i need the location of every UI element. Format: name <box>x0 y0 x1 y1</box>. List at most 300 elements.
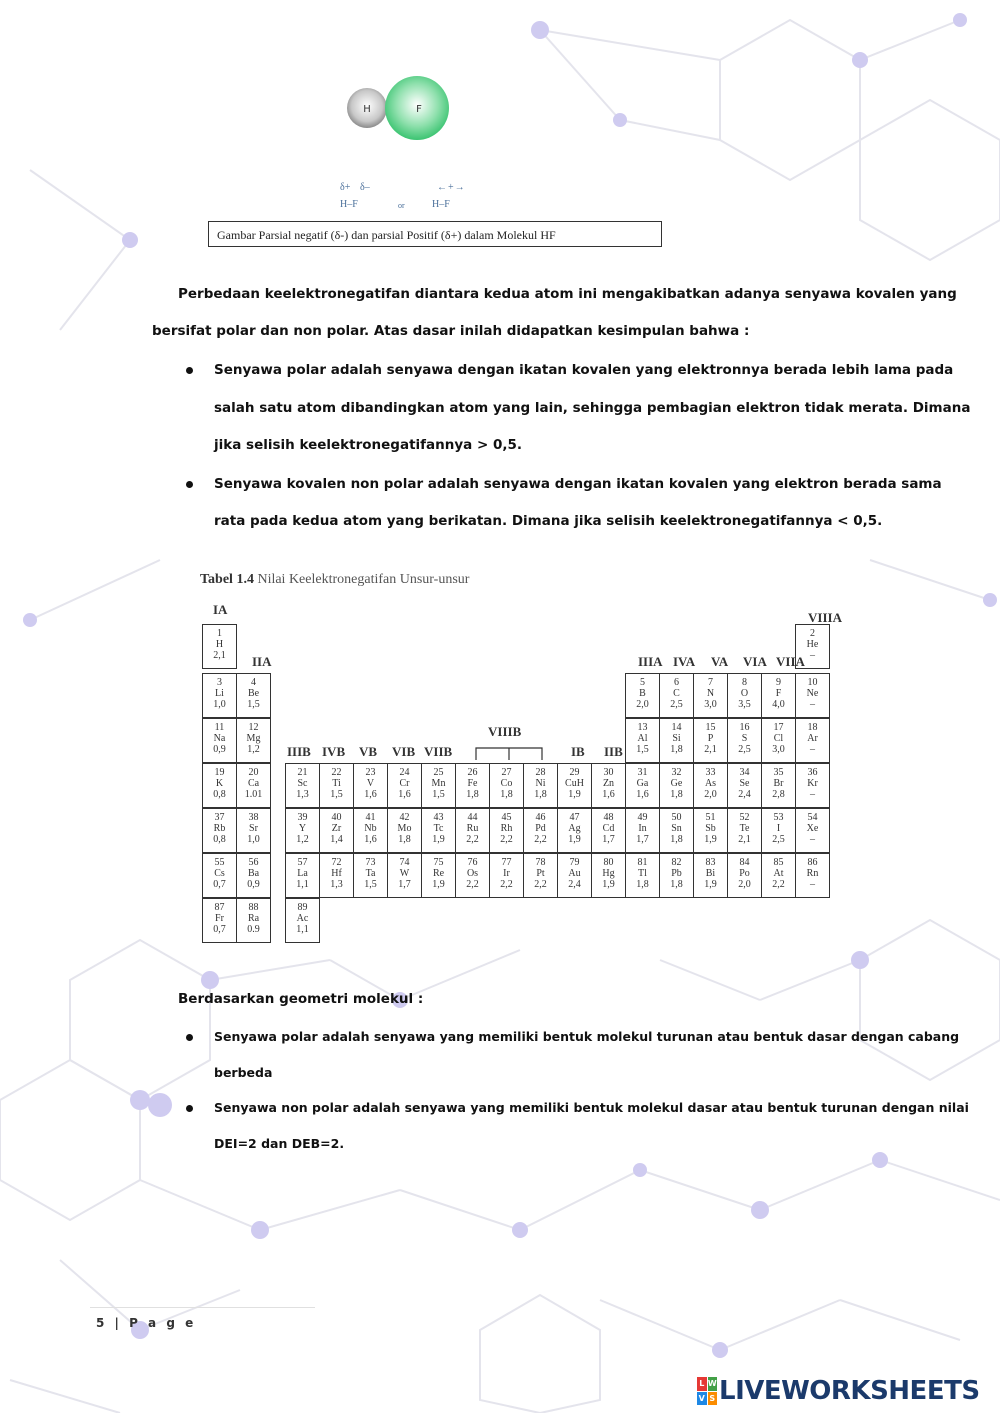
atomic-number: 7 <box>708 677 713 688</box>
element-cell <box>353 763 388 808</box>
electronegativity-value: 1,9 <box>602 879 615 890</box>
element-symbol: Be <box>247 688 260 699</box>
element-symbol: Zn <box>602 778 615 789</box>
electronegativity-value: 2,0 <box>738 879 751 890</box>
element-cell <box>202 853 237 898</box>
atomic-number: 74 <box>399 857 410 868</box>
element-symbol: B <box>639 688 646 699</box>
element-symbol: Se <box>739 778 750 789</box>
element-cell <box>727 673 762 718</box>
atomic-number: 23 <box>365 767 376 778</box>
element-cell <box>761 853 796 898</box>
element-symbol: Zr <box>331 823 342 834</box>
bullet-line: Senyawa polar adalah senyawa dengan ikatan kovalen yang elektronnya berada lebih lama pada <box>214 362 954 378</box>
element-symbol: Fr <box>215 913 224 924</box>
element-cell <box>489 853 524 898</box>
or-label: or <box>398 201 405 210</box>
element-symbol: At <box>773 868 784 879</box>
element-cell <box>795 853 830 898</box>
atomic-number: 27 <box>501 767 512 778</box>
element-symbol: Pt <box>536 868 545 879</box>
electronegativity-value: – <box>810 699 815 710</box>
element-symbol: Fe <box>467 778 478 789</box>
bullet-line: DEI=2 dan DEB=2. <box>214 1136 345 1151</box>
element-symbol: Ge <box>670 778 683 789</box>
atomic-number: 34 <box>739 767 750 778</box>
atomic-number: 29 <box>569 767 580 778</box>
group-label: IIB <box>604 744 623 759</box>
element-symbol: In <box>638 823 647 834</box>
atomic-number: 18 <box>807 722 818 733</box>
electronegativity-value: 2,8 <box>772 789 785 800</box>
element-cell <box>489 808 524 853</box>
element-symbol: Al <box>637 733 648 744</box>
logo-letter: S <box>708 1392 718 1406</box>
group-label: IA <box>213 602 228 617</box>
element-symbol: Mn <box>431 778 446 789</box>
atomic-number: 82 <box>671 857 682 868</box>
element-cell <box>455 853 490 898</box>
element-symbol: Hg <box>602 868 615 879</box>
atomic-number: 22 <box>331 767 342 778</box>
electronegativity-value: 1,0 <box>213 699 226 710</box>
element-symbol: Ni <box>535 778 546 789</box>
element-symbol: Co <box>500 778 513 789</box>
element-cell <box>659 763 694 808</box>
element-cell <box>693 673 728 718</box>
element-symbol: Kr <box>807 778 818 789</box>
element-cell <box>523 853 558 898</box>
atomic-number: 16 <box>739 722 750 733</box>
electronegativity-value: 1,8 <box>670 744 683 755</box>
bullet-icon <box>186 367 193 374</box>
atomic-number: 4 <box>251 677 256 688</box>
element-symbol: P <box>707 733 714 744</box>
liveworksheets-brand[interactable] <box>697 1375 980 1407</box>
electronegativity-value: – <box>810 834 815 845</box>
electronegativity-value: – <box>810 744 815 755</box>
element-symbol: K <box>215 778 224 789</box>
atomic-number: 81 <box>637 857 648 868</box>
hf-formula-right: H–F <box>432 199 450 210</box>
element-cell <box>693 808 728 853</box>
element-symbol: Rn <box>806 868 819 879</box>
electronegativity-value: 2,1 <box>738 834 751 845</box>
element-symbol: Sc <box>297 778 308 789</box>
group-label: IIIB <box>287 744 311 759</box>
atomic-number: 12 <box>248 722 259 733</box>
element-symbol: Ac <box>296 913 309 924</box>
atomic-number: 49 <box>637 812 648 823</box>
element-symbol: Cs <box>214 868 225 879</box>
electronegativity-value: 1,5 <box>330 789 343 800</box>
element-cell <box>236 718 271 763</box>
electronegativity-value: 1,5 <box>364 879 377 890</box>
atomic-number: 2 <box>810 628 815 639</box>
atomic-number: 76 <box>467 857 478 868</box>
electronegativity-value: 1,8 <box>670 834 683 845</box>
element-cell <box>727 808 762 853</box>
electronegativity-value: 2,0 <box>636 699 649 710</box>
element-symbol: Y <box>298 823 307 834</box>
element-symbol: Cl <box>773 733 784 744</box>
group-label: VIIA <box>776 654 805 669</box>
element-cell <box>285 763 320 808</box>
atomic-number: 15 <box>705 722 716 733</box>
atomic-number: 80 <box>603 857 614 868</box>
electronegativity-value: 0,9 <box>247 879 260 890</box>
bullet-icon <box>186 481 193 488</box>
electronegativity-value: 2,2 <box>500 879 513 890</box>
electronegativity-value: 1,8 <box>398 834 411 845</box>
atomic-number: 55 <box>214 857 225 868</box>
page-number: 5 | P a g e <box>96 1316 197 1330</box>
electronegativity-value: 2,2 <box>772 879 785 890</box>
atomic-number: 24 <box>399 767 410 778</box>
element-cell <box>285 853 320 898</box>
element-cell <box>727 853 762 898</box>
atomic-number: 5 <box>640 677 645 688</box>
electronegativity-value: 1,2 <box>296 834 309 845</box>
element-cell <box>202 808 237 853</box>
element-cell <box>202 673 237 718</box>
logo-letter: W <box>708 1377 718 1391</box>
element-symbol: Po <box>739 868 750 879</box>
electronegativity-value: 2,4 <box>568 879 581 890</box>
electronegativity-value: 2,2 <box>534 879 547 890</box>
atomic-number: 35 <box>773 767 784 778</box>
atomic-number: 42 <box>399 812 410 823</box>
electronegativity-value: 2,0 <box>704 789 717 800</box>
element-symbol: Cd <box>602 823 615 834</box>
electronegativity-value: 2,2 <box>500 834 513 845</box>
element-symbol: Ga <box>636 778 649 789</box>
electronegativity-value: 1,6 <box>364 789 377 800</box>
electronegativity-value: 2,4 <box>738 789 751 800</box>
electronegativity-value: 0,9 <box>213 744 226 755</box>
element-cell <box>795 763 830 808</box>
delta-minus-label: δ– <box>360 182 370 193</box>
delta-plus-label: δ+ <box>340 182 351 193</box>
figure-caption: Gambar Parsial negatif (δ-) dan parsial Positif (δ+) dalam Molekul HF <box>208 221 662 247</box>
element-cell <box>523 808 558 853</box>
atomic-number: 36 <box>807 767 818 778</box>
atomic-number: 8 <box>742 677 747 688</box>
electronegativity-value: 1,3 <box>296 789 309 800</box>
element-symbol: W <box>399 868 410 879</box>
element-symbol: Ra <box>247 913 260 924</box>
logo-letter: L <box>697 1377 707 1391</box>
element-symbol: S <box>741 733 748 744</box>
electronegativity-value: 1,1 <box>296 879 309 890</box>
element-cell <box>202 763 237 808</box>
atomic-number: 11 <box>214 722 225 733</box>
electronegativity-value: 2,5 <box>738 744 751 755</box>
atomic-number: 87 <box>214 902 225 913</box>
atomic-number: 85 <box>773 857 784 868</box>
electronegativity-value: 1,9 <box>432 834 445 845</box>
element-cell <box>387 763 422 808</box>
element-symbol: Ti <box>332 778 341 789</box>
element-cell <box>319 853 354 898</box>
atomic-number: 56 <box>248 857 259 868</box>
atomic-number: 83 <box>705 857 716 868</box>
element-cell <box>319 808 354 853</box>
electronegativity-value: 1.01 <box>244 789 263 800</box>
element-cell <box>421 763 456 808</box>
bullet-line: Senyawa non polar adalah senyawa yang memiliki bentuk molekul dasar atau bentuk turunan dengan nilai <box>214 1100 969 1115</box>
group-label: VIB <box>392 744 416 759</box>
element-cell <box>387 853 422 898</box>
atom-f-label: F <box>416 104 422 115</box>
element-cell <box>625 853 660 898</box>
element-symbol: Rb <box>213 823 226 834</box>
element-symbol: Sr <box>249 823 258 834</box>
group-label: VIIIB <box>488 724 522 739</box>
electronegativity-value: 1,6 <box>602 789 615 800</box>
atomic-number: 33 <box>705 767 716 778</box>
atomic-number: 47 <box>569 812 580 823</box>
element-cell <box>727 718 762 763</box>
element-cell <box>727 763 762 808</box>
atomic-number: 86 <box>807 857 818 868</box>
element-symbol: Tl <box>638 868 647 879</box>
element-symbol: Ta <box>365 868 376 879</box>
atomic-number: 52 <box>739 812 750 823</box>
element-cell <box>236 898 271 943</box>
electronegativity-value: 1,9 <box>568 834 581 845</box>
atomic-number: 31 <box>637 767 648 778</box>
atomic-number: 48 <box>603 812 614 823</box>
atomic-number: 9 <box>776 677 781 688</box>
electronegativity-value: 2,1 <box>213 650 226 661</box>
electronegativity-value: 0,7 <box>213 879 226 890</box>
atomic-number: 21 <box>297 767 308 778</box>
electronegativity-value: – <box>810 879 815 890</box>
electronegativity-value: 2,5 <box>670 699 683 710</box>
atomic-number: 57 <box>297 857 308 868</box>
hf-formula-left: H–F <box>340 199 358 210</box>
electronegativity-value: 1,0 <box>247 834 260 845</box>
element-cell <box>795 808 830 853</box>
atomic-number: 43 <box>433 812 444 823</box>
element-symbol: Mg <box>246 733 261 744</box>
electronegativity-value: 1,8 <box>466 789 479 800</box>
element-symbol: Hf <box>331 868 342 879</box>
atomic-number: 84 <box>739 857 750 868</box>
element-symbol: F <box>775 688 782 699</box>
bullet-line: berbeda <box>214 1065 273 1080</box>
group-label: VIA <box>743 654 767 669</box>
element-symbol: V <box>366 778 375 789</box>
group-label: IB <box>571 744 585 759</box>
electronegativity-value: 0,7 <box>213 924 226 935</box>
element-cell <box>455 808 490 853</box>
electronegativity-value: 1,6 <box>636 789 649 800</box>
electronegativity-value: 2,2 <box>466 834 479 845</box>
element-symbol: Sn <box>671 823 682 834</box>
element-cell <box>353 808 388 853</box>
element-symbol: Si <box>672 733 681 744</box>
bullet-line: jika selisih keelektronegatifannya > 0,5. <box>214 437 523 453</box>
electronegativity-value: 0.9 <box>247 924 260 935</box>
hf-molecule-illustration <box>335 70 465 150</box>
element-cell <box>591 853 626 898</box>
electronegativity-value: 1,9 <box>432 879 445 890</box>
element-cell <box>557 763 592 808</box>
electronegativity-value: 0,8 <box>213 789 226 800</box>
viiib-bracket <box>474 740 544 762</box>
element-cell <box>489 763 524 808</box>
atomic-number: 39 <box>297 812 308 823</box>
element-symbol: CuH <box>565 778 584 789</box>
atomic-number: 40 <box>331 812 342 823</box>
element-cell <box>285 898 320 943</box>
atomic-number: 75 <box>433 857 444 868</box>
group-label: IIIA <box>638 654 663 669</box>
element-symbol: Tc <box>433 823 444 834</box>
atomic-number: 19 <box>214 767 225 778</box>
element-symbol: Re <box>432 868 445 879</box>
electronegativity-value: 0,8 <box>213 834 226 845</box>
atomic-number: 6 <box>674 677 679 688</box>
footer-divider <box>90 1307 315 1308</box>
atomic-number: 41 <box>365 812 376 823</box>
electronegativity-value: 1,4 <box>330 834 343 845</box>
element-cell <box>761 763 796 808</box>
atomic-number: 88 <box>248 902 259 913</box>
element-symbol: Cr <box>399 778 410 789</box>
section-heading: Berdasarkan geometri molekul : <box>178 991 424 1007</box>
element-cell <box>659 808 694 853</box>
electronegativity-value: – <box>810 650 815 661</box>
element-symbol: Ba <box>247 868 260 879</box>
atomic-number: 45 <box>501 812 512 823</box>
atomic-number: 50 <box>671 812 682 823</box>
element-cell <box>557 808 592 853</box>
element-symbol: Ag <box>568 823 581 834</box>
electronegativity-value: 1,9 <box>704 834 717 845</box>
paragraph-line: Perbedaan keelektronegatifan diantara kedua atom ini mengakibatkan adanya senyawa kovalen yang <box>178 286 957 302</box>
electronegativity-value: 1,9 <box>704 879 717 890</box>
liveworksheets-logo-icon <box>697 1377 717 1405</box>
atomic-number: 51 <box>705 812 716 823</box>
element-cell <box>591 763 626 808</box>
element-cell <box>421 808 456 853</box>
electronegativity-value: 2,5 <box>772 834 785 845</box>
element-symbol: Li <box>215 688 224 699</box>
element-cell <box>353 853 388 898</box>
element-cell <box>285 808 320 853</box>
atom-h-label: H <box>363 104 371 115</box>
element-symbol: I <box>776 823 781 834</box>
element-cell <box>236 763 271 808</box>
element-cell <box>236 808 271 853</box>
electronegativity-value: 1,8 <box>670 789 683 800</box>
element-symbol: N <box>706 688 715 699</box>
electronegativity-value: 1,8 <box>534 789 547 800</box>
element-symbol: Bi <box>705 868 716 879</box>
electronegativity-value: 2,2 <box>466 879 479 890</box>
atomic-number: 30 <box>603 767 614 778</box>
element-cell <box>236 853 271 898</box>
electronegativity-value: 1,5 <box>432 789 445 800</box>
element-symbol: Ne <box>806 688 819 699</box>
element-cell <box>795 673 830 718</box>
element-symbol: Br <box>773 778 784 789</box>
group-label: VIIB <box>424 744 453 759</box>
electronegativity-value: 1,8 <box>636 879 649 890</box>
element-cell <box>455 763 490 808</box>
dipole-arrow-icon: ←+→ <box>437 182 466 193</box>
atomic-number: 32 <box>671 767 682 778</box>
bullet-line: salah satu atom dibandingkan atom yang lain, sehingga pembagian elektron tidak merata. Dimana <box>214 400 971 416</box>
electronegativity-value: 1,9 <box>568 789 581 800</box>
element-cell <box>523 763 558 808</box>
atomic-number: 1 <box>217 628 222 639</box>
element-symbol: Au <box>568 868 581 879</box>
atomic-number: 73 <box>365 857 376 868</box>
element-cell <box>421 853 456 898</box>
element-cell <box>202 718 237 763</box>
group-label: VIIIA <box>808 610 842 625</box>
electronegativity-value: 4,0 <box>772 699 785 710</box>
atomic-number: 20 <box>248 767 259 778</box>
element-symbol: Rh <box>500 823 513 834</box>
bullet-icon <box>186 1105 193 1112</box>
element-symbol: H <box>215 639 224 650</box>
brand-name: LIVEWORKSHEETS <box>719 1376 980 1406</box>
element-cell <box>659 718 694 763</box>
element-cell <box>659 853 694 898</box>
element-cell <box>625 763 660 808</box>
electronegativity-value: 1,8 <box>670 879 683 890</box>
element-symbol: Ir <box>503 868 510 879</box>
atomic-number: 78 <box>535 857 546 868</box>
element-symbol: Mo <box>397 823 412 834</box>
element-cell <box>236 673 271 718</box>
atomic-number: 54 <box>807 812 818 823</box>
paragraph-line: bersifat polar dan non polar. Atas dasar inilah didapatkan kesimpulan bahwa : <box>152 323 750 339</box>
element-cell <box>319 763 354 808</box>
element-symbol: Xe <box>806 823 819 834</box>
atomic-number: 89 <box>297 902 308 913</box>
element-cell <box>387 808 422 853</box>
element-symbol: As <box>704 778 717 789</box>
electronegativity-value: 1,5 <box>636 744 649 755</box>
element-cell <box>591 808 626 853</box>
element-cell <box>625 718 660 763</box>
group-label: VA <box>711 654 729 669</box>
element-cell <box>693 763 728 808</box>
atomic-number: 14 <box>671 722 682 733</box>
bullet-line: Senyawa kovalen non polar adalah senyawa dengan ikatan kovalen yang elektron berada sama <box>214 476 942 492</box>
atomic-number: 77 <box>501 857 512 868</box>
atomic-number: 10 <box>807 677 818 688</box>
atomic-number: 25 <box>433 767 444 778</box>
element-cell <box>693 853 728 898</box>
element-symbol: Ca <box>247 778 260 789</box>
element-cell <box>795 718 830 763</box>
atomic-number: 72 <box>331 857 342 868</box>
table-title: Tabel 1.4 Nilai Keelektronegatifan Unsur-unsur <box>200 572 470 587</box>
atomic-number: 46 <box>535 812 546 823</box>
element-cell <box>202 624 237 669</box>
group-label: VB <box>359 744 378 759</box>
element-symbol: Pd <box>535 823 546 834</box>
element-symbol: He <box>806 639 819 650</box>
electronegativity-value: 1,7 <box>602 834 615 845</box>
